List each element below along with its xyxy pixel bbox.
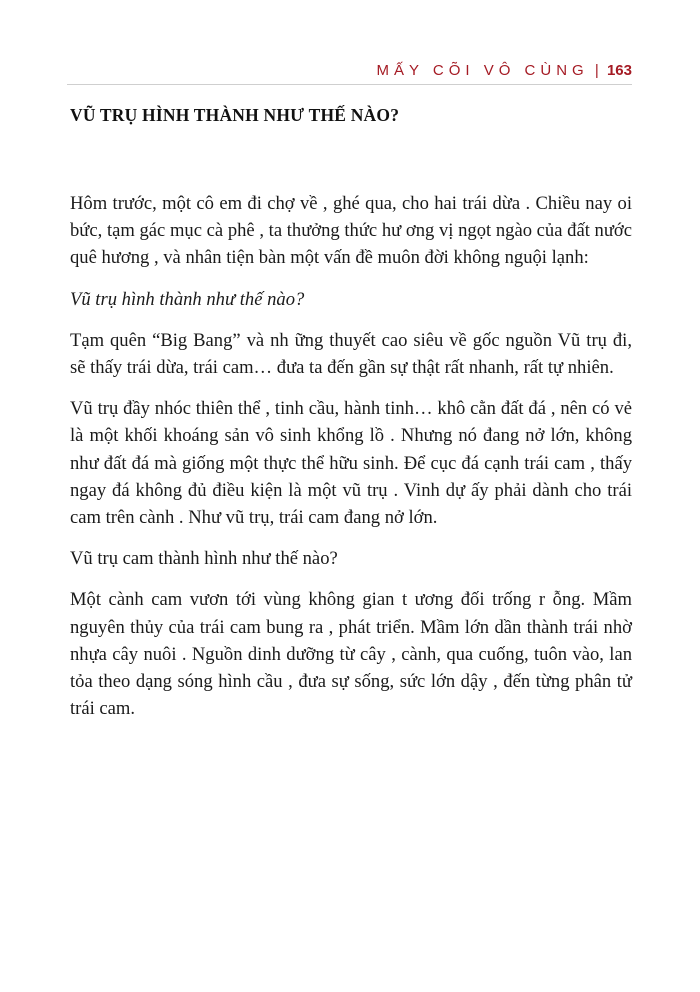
- paragraph-big-bang: Tạm quên “Big Bang” và nh ững thuyết cao siêu về gốc nguồn Vũ trụ đi, sẽ thấy trái dừa, trái cam… đưa ta đến gần sự thật rất nhanh, rất tự nhiên.: [70, 329, 632, 379]
- header-separator: |: [594, 62, 599, 79]
- paragraph-universe: Vũ trụ đầy nhóc thiên thể , tinh cầu, hành tinh… khô cằn đất đá , nên có vẻ là một khối khoáng sản vô sinh khổng lồ . Nhưng nó đang nở lớn, không như đất đá mà giống một thực thể hữu sinh. Để cục đá cạnh trái cam , thấy ngay đá không đủ điều kiện là một vũ trụ . Vinh dự ấy phải dành cho trái cam trên cành . Như vũ trụ, trái cam đang nở lớn.: [70, 398, 632, 529]
- paragraph-intro: Hôm trước, một cô em đi chợ về , ghé qua, cho hai trái dừa . Chiều nay oi bức, tạm gác mục cà phê , ta thưởng thức hư ơng vị ngọt ngào của đất nước quê hương , và nhân tiện bàn một vấn đề muôn đời không nguội lạnh:: [70, 193, 632, 269]
- chapter-title: VŨ TRỤ HÌNH THÀNH NHƯ THẾ NÀO?: [70, 105, 400, 125]
- book-title: MẤY CÕI VÔ CÙNG: [376, 62, 589, 79]
- body-text: [70, 190, 632, 736]
- page-number: 163: [606, 62, 632, 79]
- paragraph-orange-question: Vũ trụ cam thành hình như thế nào?: [70, 548, 338, 570]
- paragraph-question: Vũ trụ hình thành như thế nào?: [70, 288, 305, 310]
- running-header: [67, 58, 632, 85]
- paragraph-orange-branch: Một cành cam vươn tới vùng không gian t ương đối trống r ỗng. Mầm nguyên thủy của trái cam bung ra , phát triển. Mầm lớn dần thành trái nhờ nhựa cây nuôi . Nguồn dinh dưỡng từ cây , cành, qua cuống, tuôn vào, lan tỏa theo dạng sóng hình cầu , đưa sự sống, sức lớn dậy , đến từng phân tử trái cam.: [70, 589, 632, 720]
